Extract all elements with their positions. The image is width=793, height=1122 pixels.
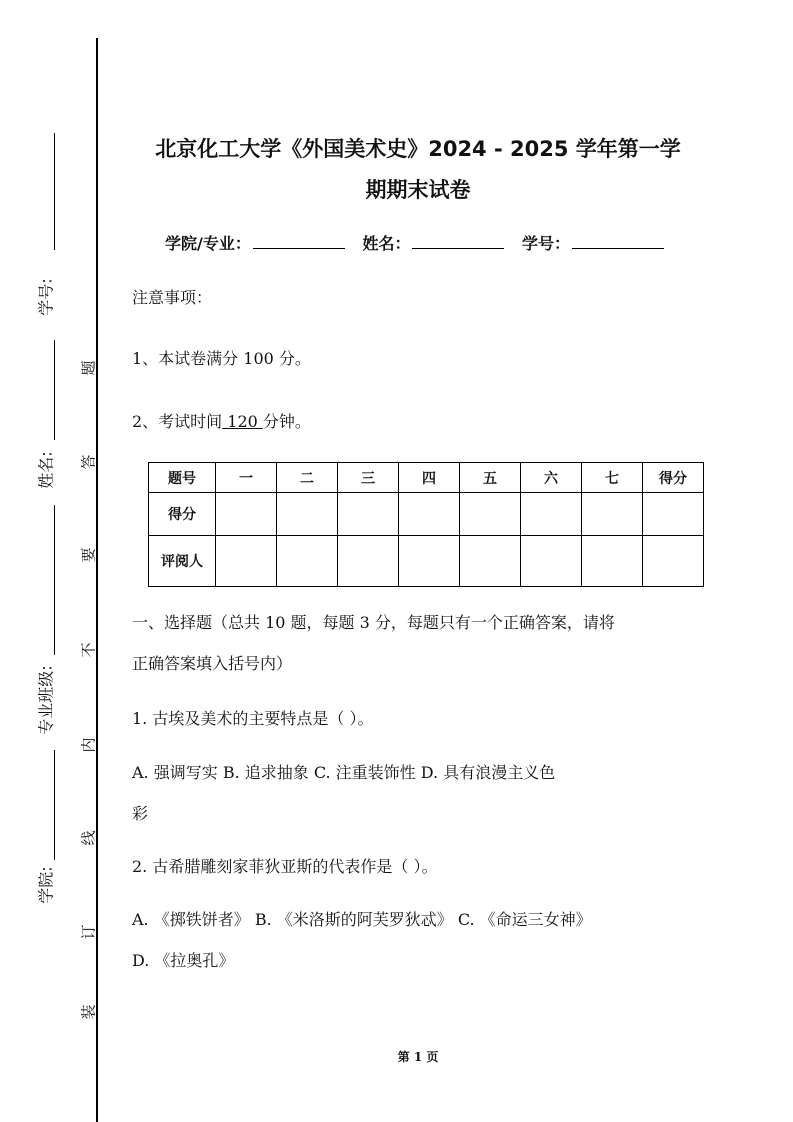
score-cell[interactable] xyxy=(582,493,643,536)
blank-line xyxy=(54,505,55,655)
question-2-options-cont: D. 《拉奥孔》 xyxy=(132,951,235,970)
table-row xyxy=(149,536,704,587)
title-line-1: 北京化工大学《外国美术史》2024 - 2025 学年第一学 xyxy=(155,137,681,161)
margin-label-class: 专业班级: xyxy=(36,665,56,735)
margin-char: 不 xyxy=(79,642,98,658)
margin-char: 线 xyxy=(79,830,98,846)
notes-heading: 注意事项： xyxy=(132,288,213,307)
question-1-options: A. 强调写实 B. 追求抽象 C. 注重装饰性 D. 具有浪漫主义色 xyxy=(132,763,556,782)
score-table xyxy=(148,462,704,587)
student-fields xyxy=(165,231,676,254)
score-cell[interactable] xyxy=(399,493,460,536)
score-cell[interactable] xyxy=(643,493,704,536)
margin-label-college: 学院: xyxy=(36,866,56,904)
header-cell: 一 xyxy=(216,463,277,493)
row-label: 评阅人 xyxy=(149,536,216,587)
header-cell: 得分 xyxy=(643,463,704,493)
college-blank[interactable] xyxy=(253,233,345,249)
reviewer-cell[interactable] xyxy=(643,536,704,587)
reviewer-cell[interactable] xyxy=(338,536,399,587)
id-label: 学号： xyxy=(522,234,571,253)
header-cell: 六 xyxy=(521,463,582,493)
margin-char: 内 xyxy=(79,737,98,753)
exam-duration: 120 xyxy=(222,412,263,431)
name-blank[interactable] xyxy=(412,233,504,249)
header-cell: 二 xyxy=(277,463,338,493)
note-2 xyxy=(132,409,311,432)
header-cell: 七 xyxy=(582,463,643,493)
margin-label-id: 学号: xyxy=(36,278,56,316)
header-cell: 三 xyxy=(338,463,399,493)
reviewer-cell[interactable] xyxy=(460,536,521,587)
reviewer-cell[interactable] xyxy=(521,536,582,587)
table-row xyxy=(149,493,704,536)
reviewer-cell[interactable] xyxy=(216,536,277,587)
question-2-stem: 2. 古希腊雕刻家菲狄亚斯的代表作是（ ）。 xyxy=(132,857,438,876)
blank-line xyxy=(54,750,55,860)
binding-line xyxy=(96,38,98,1122)
page-number: 第 1 页 xyxy=(397,1050,439,1064)
header-cell: 五 xyxy=(460,463,521,493)
margin-char: 答 xyxy=(79,454,98,470)
score-cell[interactable] xyxy=(460,493,521,536)
question-1-options-cont: 彩 xyxy=(132,804,149,823)
margin-label-name: 姓名: xyxy=(36,451,56,489)
reviewer-cell[interactable] xyxy=(277,536,338,587)
score-cell[interactable] xyxy=(521,493,582,536)
note-2-prefix: 2、考试时间 xyxy=(132,412,223,431)
reviewer-cell[interactable] xyxy=(399,536,460,587)
score-cell[interactable] xyxy=(338,493,399,536)
blank-line xyxy=(54,340,55,440)
margin-char: 订 xyxy=(79,924,98,940)
question-2-options: A. 《掷铁饼者》 B. 《米洛斯的阿芙罗狄忒》 C. 《命运三女神》 xyxy=(132,910,592,929)
title-line-2: 期期末试卷 xyxy=(365,178,471,202)
id-blank[interactable] xyxy=(572,233,664,249)
table-header-row xyxy=(149,463,704,493)
name-label: 姓名： xyxy=(362,234,411,253)
header-cell: 四 xyxy=(399,463,460,493)
note-2-suffix: 分钟。 xyxy=(262,412,311,431)
margin-char: 题 xyxy=(79,360,98,376)
header-cell: 题号 xyxy=(149,463,216,493)
reviewer-cell[interactable] xyxy=(582,536,643,587)
question-1-stem: 1. 古埃及美术的主要特点是（ ）。 xyxy=(132,709,374,728)
college-label: 学院/专业： xyxy=(165,234,251,253)
score-cell[interactable] xyxy=(216,493,277,536)
margin-char: 装 xyxy=(79,1004,98,1020)
section-heading-line-2: 正确答案填入括号内） xyxy=(132,654,293,673)
margin-char: 要 xyxy=(79,547,98,563)
blank-line xyxy=(54,133,55,250)
row-label: 得分 xyxy=(149,493,216,536)
note-1: 1、本试卷满分 100 分。 xyxy=(132,349,311,368)
section-heading-line-1: 一、选择题（总共 10 题，每题 3 分，每题只有一个正确答案，请将 xyxy=(132,613,615,632)
score-cell[interactable] xyxy=(277,493,338,536)
